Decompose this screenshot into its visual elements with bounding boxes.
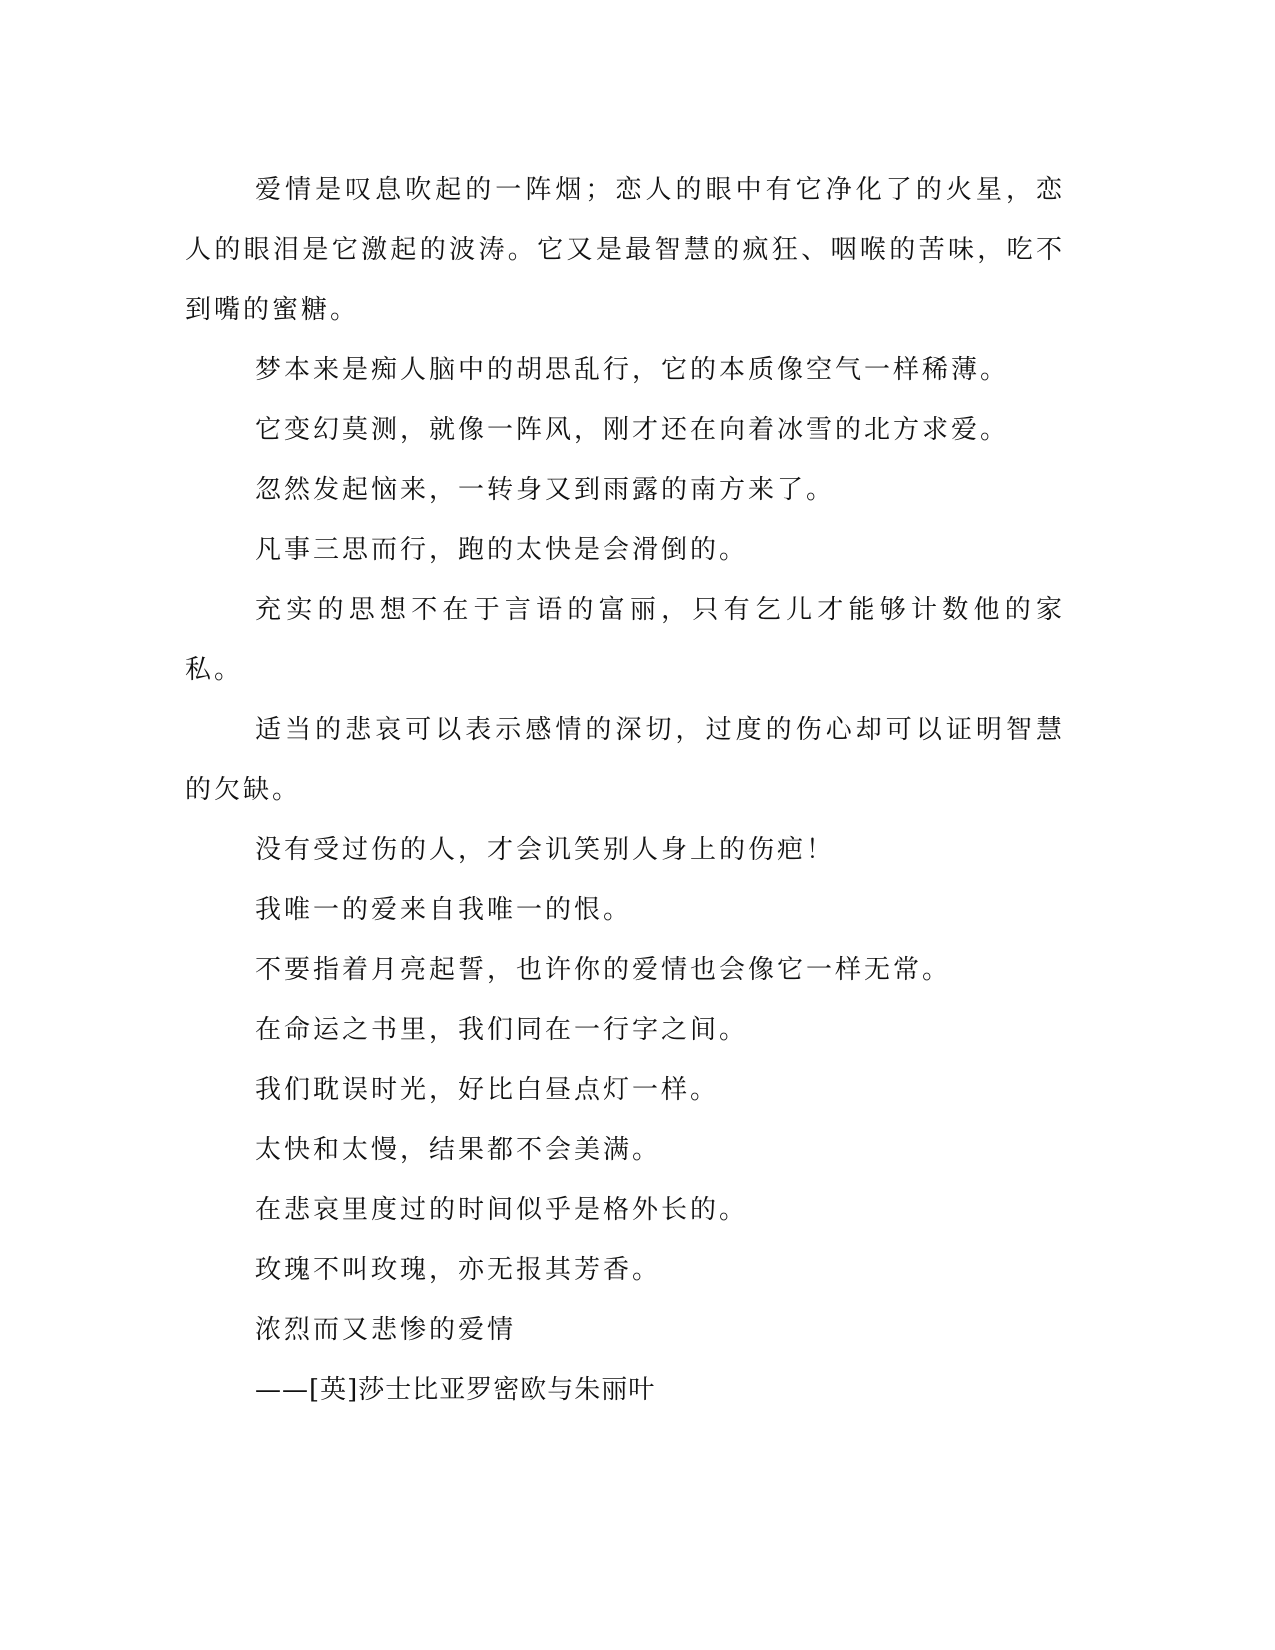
paragraph-tragic-love: 浓烈而又悲惨的爱情 xyxy=(255,1315,517,1345)
paragraph-south: 忽然发起恼来，一转身又到雨露的南方来了。 xyxy=(255,475,836,505)
attribution-line: ——[英]莎士比亚罗密欧与朱丽叶 xyxy=(255,1375,656,1405)
paragraph-book-of-fate: 在命运之书里，我们同在一行字之间。 xyxy=(255,1015,749,1045)
paragraph-scars: 没有受过伤的人，才会讥笑别人身上的伤疤！ xyxy=(255,835,836,865)
paragraph-love-smoke: 爱情是叹息吹起的一阵烟；恋人的眼中有它净化了的火星，恋人的眼泪是它激起的波涛。它又是最智慧的疯狂、咽喉的苦味，吃不到嘴的蜜糖。 xyxy=(185,175,1065,325)
paragraph-sorrow-time: 在悲哀里度过的时间似乎是格外长的。 xyxy=(255,1195,749,1225)
paragraph-only-love: 我唯一的爱来自我唯一的恨。 xyxy=(255,895,633,925)
paragraph-think-thrice: 凡事三思而行，跑的太快是会滑倒的。 xyxy=(255,535,749,565)
paragraph-sorrow: 适当的悲哀可以表示感情的深切，过度的伤心却可以证明智慧的欠缺。 xyxy=(185,715,1065,805)
paragraph-dream: 梦本来是痴人脑中的胡思乱行，它的本质像空气一样稀薄。 xyxy=(255,355,1010,385)
document-body xyxy=(185,160,1065,1420)
paragraph-rich-thought: 充实的思想不在于言语的富丽，只有乞儿才能够计数他的家私。 xyxy=(185,595,1065,685)
paragraph-too-fast: 太快和太慢，结果都不会美满。 xyxy=(255,1135,662,1165)
paragraph-wind: 它变幻莫测，就像一阵风，刚才还在向着冰雪的北方求爱。 xyxy=(255,415,1010,445)
paragraph-moon-oath: 不要指着月亮起誓，也许你的爱情也会像它一样无常。 xyxy=(255,955,952,985)
paragraph-waste-time: 我们耽误时光，好比白昼点灯一样。 xyxy=(255,1075,720,1105)
paragraph-rose: 玫瑰不叫玫瑰，亦无报其芳香。 xyxy=(255,1255,662,1285)
